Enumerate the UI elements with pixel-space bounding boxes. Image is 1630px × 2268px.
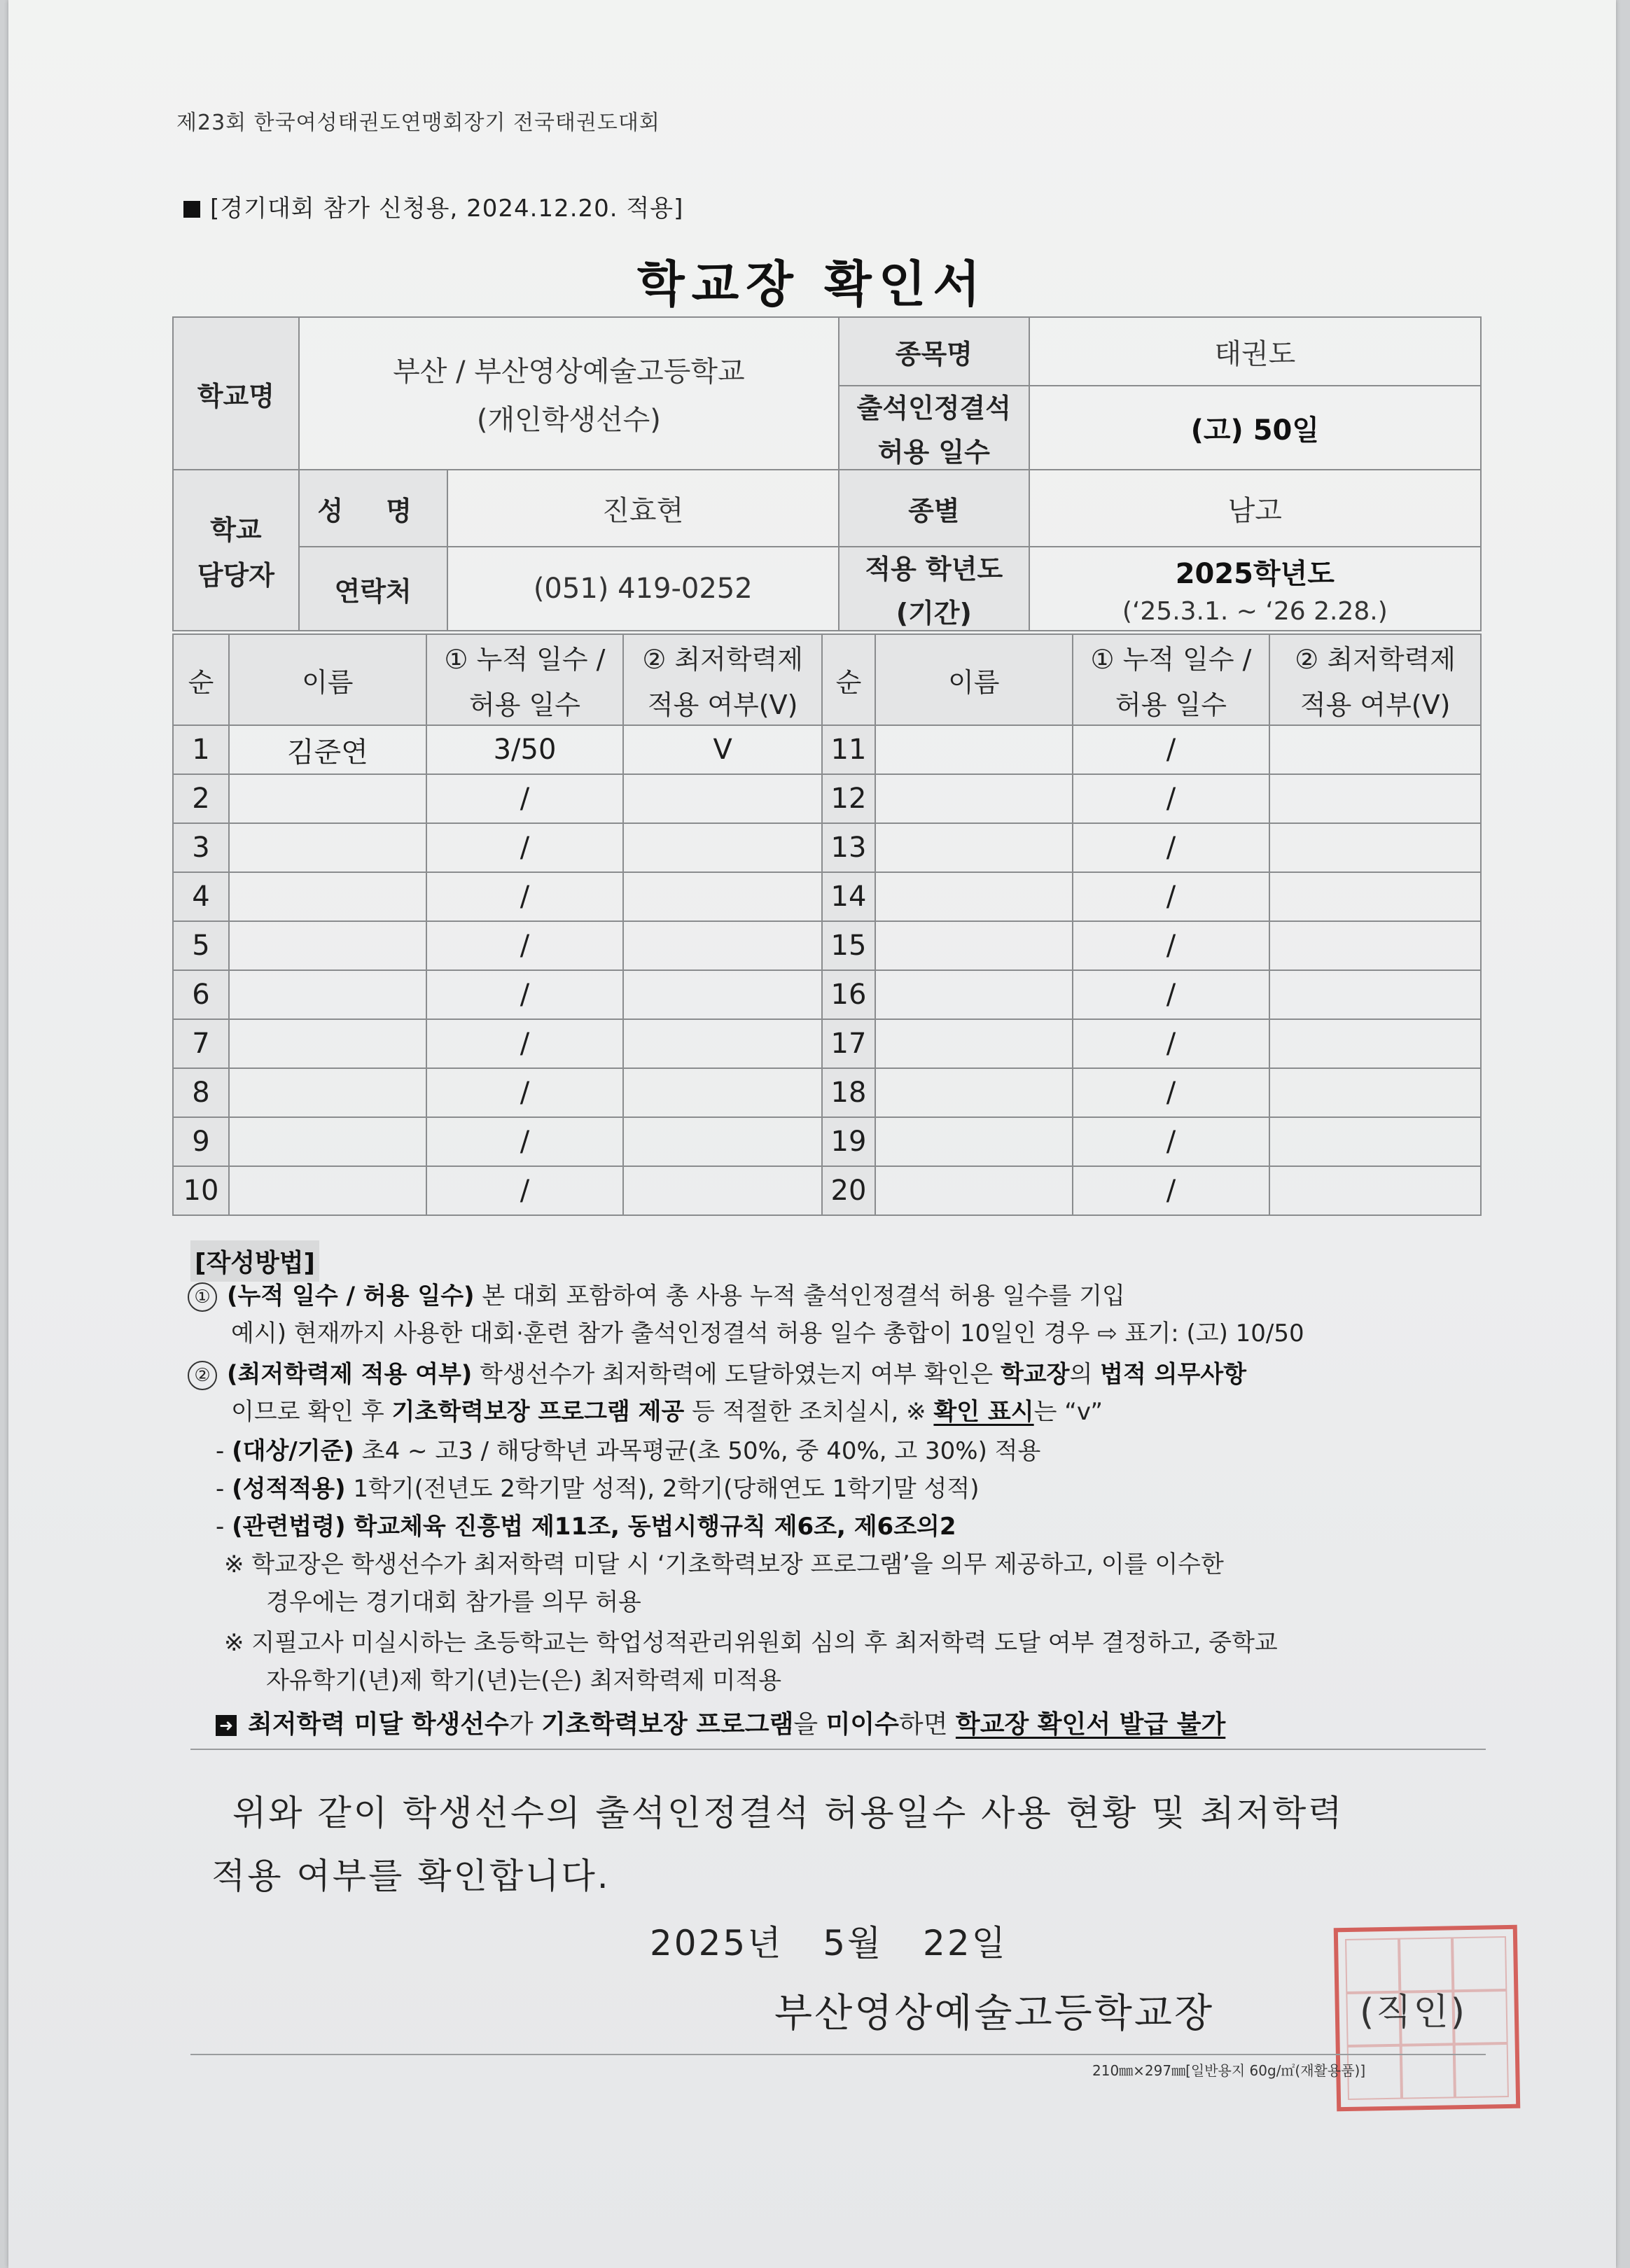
cell-days: / [426,1068,624,1117]
table-row [173,774,1481,823]
attendance-label-line2: 허용 일수 [877,437,990,468]
cell-no-2: 19 [822,1117,875,1166]
cell-no-2: 13 [822,823,875,872]
manager-label-line2: 담당자 [197,560,274,591]
cell-name-2 [875,1019,1073,1068]
method-item-2-text-a: 학생선수가 최저학력에 도달하였는지 여부 확인은 [472,1360,1001,1389]
final-note-a: 최저학력 미달 학생선수 [248,1710,509,1739]
cell-check-2 [1269,1166,1481,1215]
issue-date: 2025년 5월 22일 [650,1923,1008,1963]
col-no: 순 [173,634,229,725]
cell-name-2 [875,725,1073,774]
year-value-line1: 2025학년도 [1175,558,1335,590]
cell-days: / [426,774,624,823]
circled-two-icon: ② [188,1361,217,1390]
method-note-1-line2: 경우에는 경기대회 참가를 의무 허용 [266,1588,641,1616]
col-name: 이름 [229,634,426,725]
method-item-2-line2-c: 등 적절한 조치실시, ※ [684,1398,934,1426]
method-detail-2: - (성적적용) 1학기(전년도 2학기말 성적), 2학기(당해연도 1학기말 성적) [216,1475,980,1503]
cell-no: 7 [173,1019,229,1068]
document-paper [8,0,1616,2268]
method-item-1 [188,1282,1125,1312]
cell-days-2: / [1073,823,1270,872]
contact-value: (051) 419-0252 [447,547,839,631]
cell-no: 6 [173,970,229,1019]
contact-label: 연락처 [299,547,447,631]
col-name-2: 이름 [875,634,1073,725]
usage-tag-text: [경기대회 참가 신청용, 2024.12.20. 적용] [210,195,684,223]
sport-value: 태권도 [1029,317,1481,386]
attendance-label [839,386,1029,470]
cell-days-2: / [1073,970,1270,1019]
table-row [173,725,1481,774]
method-detail-3: - (관련법령) 학교체육 진흥법 제11조, 동법시행규칙 제6조, 제6조의2 [216,1513,956,1541]
year-label-line2: (기간) [896,598,972,629]
method-item-2-line2-a: 이므로 확인 후 [231,1398,392,1426]
cell-name [229,970,426,1019]
cell-name [229,1068,426,1117]
signer-name: 부산영상예술고등학교장 [774,1991,1215,2036]
manager-label-line1: 학교 [210,514,262,545]
table-row [173,1019,1481,1068]
event-name: 제23회 한국여성태권도연맹회장기 전국태권도대회 [176,111,660,135]
method-detail-2-text: 1학기(전년도 2학기말 성적), 2학기(당해연도 1학기말 성적) [345,1475,980,1503]
col-days-2-line2: 허용 일수 [1115,690,1227,720]
col-min-line1: ② 최저학력제 [642,644,804,675]
method-item-2-principal: 학교장 [1000,1360,1070,1389]
cell-check [623,774,822,823]
method-item-2-duty: 법적 의무사항 [1100,1360,1247,1389]
cell-days: / [426,970,624,1019]
cell-name-2 [875,1068,1073,1117]
year-label [839,547,1029,631]
method-detail-2-title: (성적적용) [232,1475,346,1503]
cell-name-2 [875,823,1073,872]
method-note-2-line2: 자유학기(년)제 학기(년)는(은) 최저학력제 미적용 [266,1667,782,1695]
cell-no: 2 [173,774,229,823]
final-note-g: 학교장 확인서 발급 불가 [955,1710,1226,1739]
col-min-line2: 적용 여부(V) [647,690,798,720]
cell-days-2: / [1073,1166,1270,1215]
table-row [173,823,1481,872]
cell-name-2 [875,1166,1073,1215]
method-item-1-example: 예시) 현재까지 사용한 대회·훈련 참가 출석인정결석 허용 일수 총합이 10일인 경우 ⇨ 표기: (고) 10/50 [231,1320,1304,1348]
cell-check [623,1019,822,1068]
method-item-2-line2 [231,1400,1103,1424]
cell-days-2: / [1073,725,1270,774]
cell-days: / [426,1166,624,1215]
cell-no-2: 17 [822,1019,875,1068]
cell-check [623,1068,822,1117]
cell-check [623,970,822,1019]
cell-no: 5 [173,921,229,970]
cell-no: 1 [173,725,229,774]
cell-days-2: / [1073,921,1270,970]
method-detail-1: - (대상/기준) 초4 ~ 고3 / 해당학년 과목평균(초 50%, 중 40%, 고 30%) 적용 [216,1437,1041,1465]
school-value [299,317,839,470]
method-note-2-line1: ※ 지필고사 미실시하는 초등학교는 학업성적관리위원회 심의 후 최저학력 도달 여부 결정하고, 중학교 [224,1629,1278,1657]
col-min [623,634,822,725]
cell-name-2 [875,921,1073,970]
cell-days: / [426,921,624,970]
cell-check-2 [1269,774,1481,823]
circled-one-icon: ① [188,1282,217,1312]
method-note-1-line1: ※ 학교장은 학생선수가 최저학력 미달 시 ‘기초학력보장 프로그램’을 의무 제공하고, 이를 이수한 [224,1550,1224,1578]
cell-days: / [426,823,624,872]
final-note-c: 기초학력보장 프로그램 [541,1710,794,1739]
year-label-line1: 적용 학년도 [865,554,1003,584]
attendance-label-line1: 출석인정결석 [856,393,1011,424]
year-value [1029,547,1481,631]
cell-check-2 [1269,823,1481,872]
col-days-line1: ① 누적 일수 / [444,644,606,675]
cell-no: 8 [173,1068,229,1117]
table-row [173,1117,1481,1166]
method-item-2 [188,1361,1246,1390]
table-row [173,1068,1481,1117]
cell-name-2 [875,872,1073,921]
cell-check [623,1117,822,1166]
method-item-2-line2-e: 는 “v” [1033,1398,1103,1426]
cell-days-2: / [1073,1068,1270,1117]
cell-check: V [623,725,822,774]
method-detail-1-title: (대상/기준) [232,1437,354,1465]
document-title: 학교장 확인서 [636,255,988,313]
closing-line-1: 위와 같이 학생선수의 출석인정결석 허용일수 사용 현황 및 최저학력 [232,1793,1344,1833]
cell-days: 3/50 [426,725,624,774]
method-item-2-text-b: 의 [1069,1360,1101,1389]
cell-days-2: / [1073,774,1270,823]
cell-check-2 [1269,970,1481,1019]
divider-bottom [190,2054,1486,2055]
cell-check-2 [1269,1068,1481,1117]
col-days-2 [1073,634,1270,725]
cell-name [229,823,426,872]
method-item-1-text: 본 대회 포함하여 총 사용 누적 출석인정결석 허용 일수를 기입 [474,1282,1125,1310]
cell-no-2: 12 [822,774,875,823]
cell-no-2: 20 [822,1166,875,1215]
cell-check-2 [1269,921,1481,970]
method-detail-1-text: 초4 ~ 고3 / 해당학년 과목평균(초 50%, 중 40%, 고 30%) 적용 [354,1437,1041,1465]
method-final-note [216,1712,1225,1737]
cell-no-2: 14 [822,872,875,921]
col-days-2-line1: ① 누적 일수 / [1090,644,1252,675]
cell-days-2: / [1073,1019,1270,1068]
sport-label: 종목명 [839,317,1029,386]
roster-body [173,725,1481,1215]
table-row [173,970,1481,1019]
cell-days: / [426,1117,624,1166]
usage-tag [183,189,683,223]
cell-check-2 [1269,872,1481,921]
cell-name [229,872,426,921]
cell-no: 3 [173,823,229,872]
cell-check [623,823,822,872]
final-note-d: 을 [793,1710,826,1739]
cell-name [229,1166,426,1215]
cell-check [623,921,822,970]
gender-label: 종별 [839,470,1029,547]
cell-days: / [426,872,624,921]
arrow-right-icon: ➜ [216,1715,237,1736]
year-value-line2: (‘25.3.1. ~ ‘26 2.28.) [1122,597,1388,626]
col-days-line2: 허용 일수 [469,690,580,720]
cell-check-2 [1269,725,1481,774]
cell-name [229,1117,426,1166]
cell-no: 9 [173,1117,229,1166]
divider-top [190,1749,1486,1750]
final-note-f: 하면 [898,1710,956,1739]
cell-days-2: / [1073,1117,1270,1166]
cell-days-2: / [1073,872,1270,921]
cell-name [229,774,426,823]
col-min-2-line1: ② 최저학력제 [1295,644,1456,675]
cell-days: / [426,1019,624,1068]
cell-name: 김준연 [229,725,426,774]
cell-no-2: 16 [822,970,875,1019]
final-note-e: 미이수 [826,1710,899,1739]
method-detail-3-text: (관련법령) 학교체육 진흥법 제11조, 동법시행규칙 제6조, 제6조의2 [232,1513,956,1541]
table-row [173,921,1481,970]
school-type: (개인학생선수) [476,404,661,436]
cell-name-2 [875,1117,1073,1166]
student-roster-table [172,634,1482,1216]
col-min-2-line2: 적용 여부(V) [1300,690,1451,720]
method-item-2-check-mark: 확인 표시 [933,1398,1034,1426]
paper-spec: 210㎜×297㎜[일반용지 60g/㎡(재활용품)] [1092,2062,1366,2079]
cell-check-2 [1269,1019,1481,1068]
cell-no-2: 18 [822,1068,875,1117]
cell-check [623,872,822,921]
cell-no-2: 15 [822,921,875,970]
col-no-2: 순 [822,634,875,725]
table-row [173,872,1481,921]
school-name: 부산 / 부산영상예술고등학교 [393,356,745,388]
seal-label: (직인) [1360,1991,1468,2033]
cell-no: 4 [173,872,229,921]
cell-name [229,921,426,970]
final-note-b: 가 [508,1710,542,1739]
method-item-1-title: (누적 일수 / 허용 일수) [227,1282,475,1310]
school-label: 학교명 [173,317,299,470]
col-days [426,634,624,725]
cell-name [229,1019,426,1068]
cell-name-2 [875,774,1073,823]
cell-name-2 [875,970,1073,1019]
method-item-2-title: (최저학력제 적용 여부) [227,1360,473,1389]
cell-no-2: 11 [822,725,875,774]
manager-name: 진효현 [447,470,839,547]
col-min-2 [1269,634,1481,725]
cell-check-2 [1269,1117,1481,1166]
manager-label [173,470,299,631]
gender-value: 남고 [1029,470,1481,547]
table-row [173,1166,1481,1215]
cell-no: 10 [173,1166,229,1215]
closing-line-2: 적용 여부를 확인합니다. [211,1856,611,1896]
attendance-value: (고) 50일 [1029,386,1481,470]
school-info-table [172,316,1482,631]
cell-check [623,1166,822,1215]
method-heading: [작성방법] [190,1240,319,1282]
name-label: 성 명 [299,470,447,547]
method-item-2-program: 기초학력보장 프로그램 제공 [391,1398,685,1426]
bullet-square-icon [183,201,200,218]
